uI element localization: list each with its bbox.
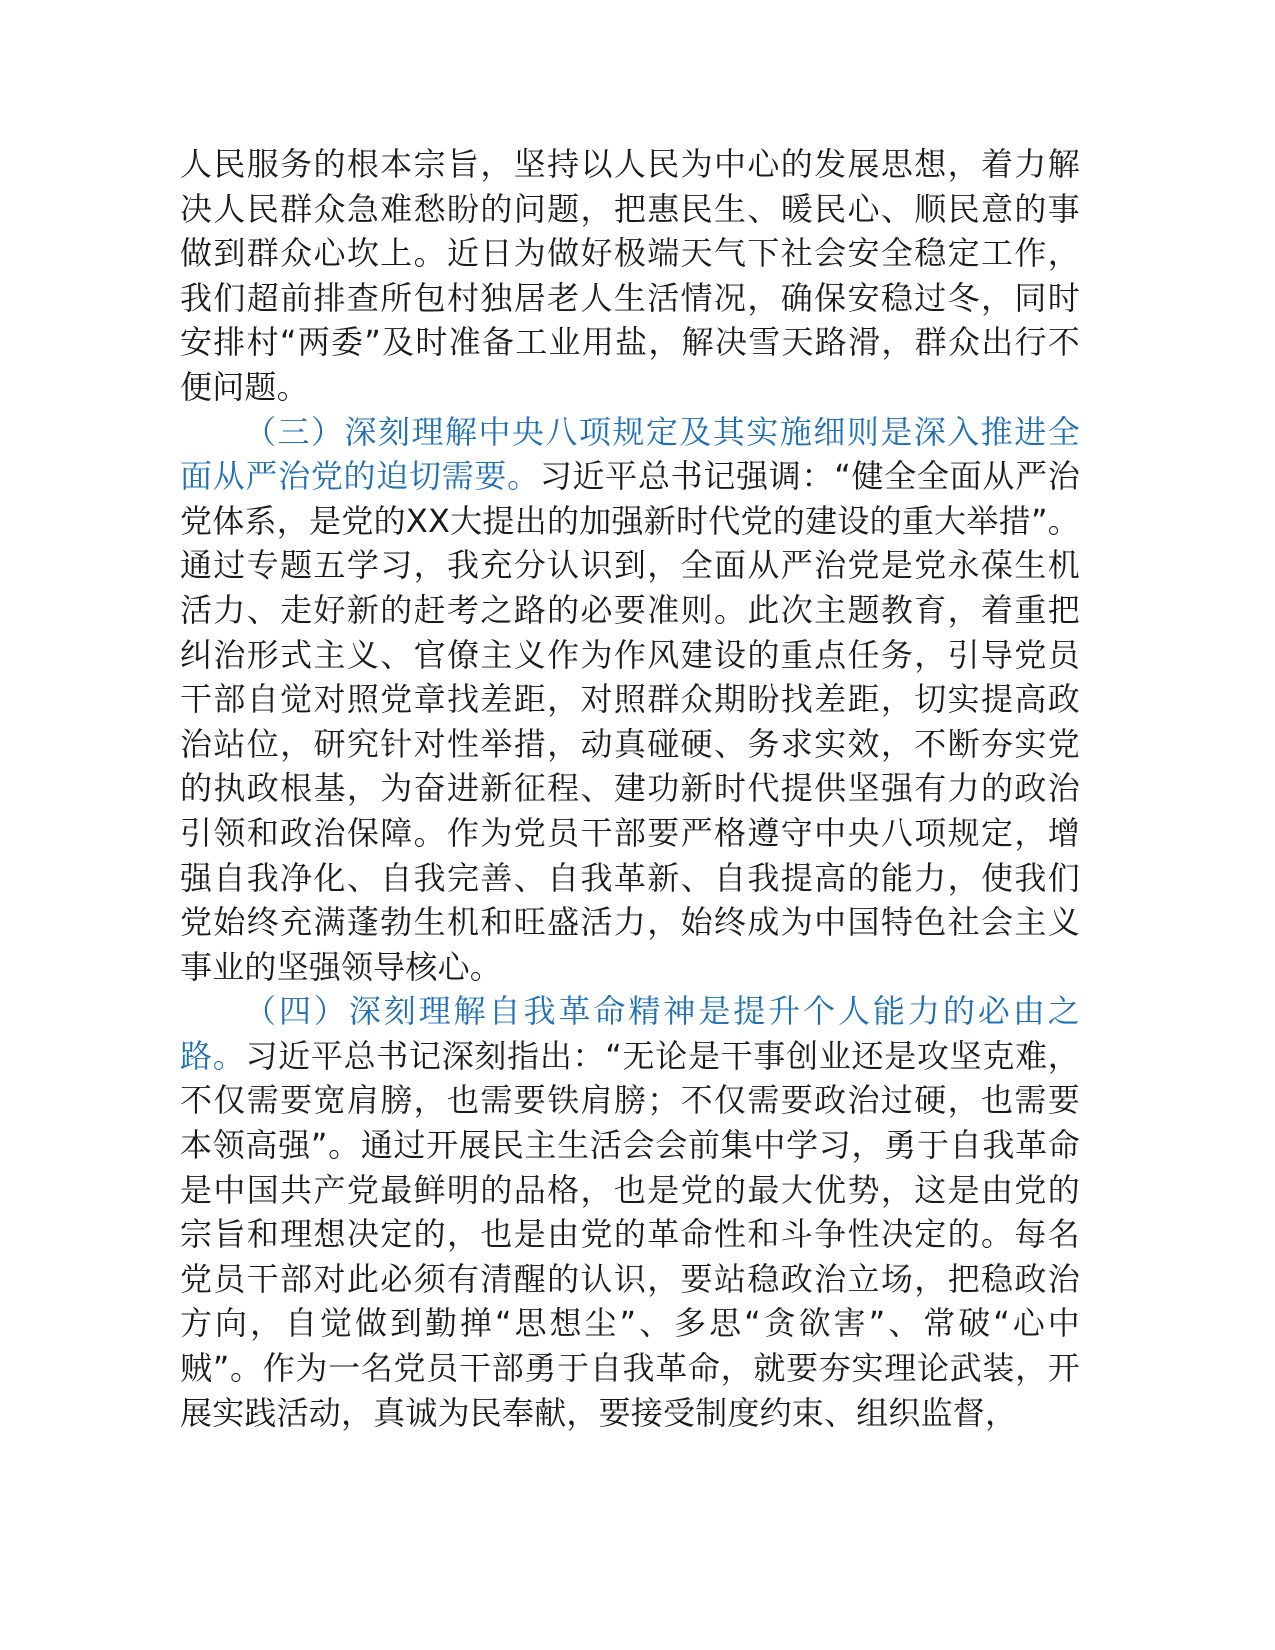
section-heading-three: （三）深刻理解中央八项规定及其实施细则是深入推进全面从严治党的迫切需要。 xyxy=(180,412,1080,496)
paragraph-text: 习近平总书记强调：“健全全面从严治党体系，是党的XX大提出的加强新时代党的建设的重大举措”。通过专题五学习，我充分认识到，全面从严治党是党永葆生机活力、走好新的赶考之路的必要准则。此次主题教育，着重把纠治形式主义、官僚主义作为作风建设的重点任务，引导党员干部自觉对照党章找差距，对照群众期盼找差距，切实提高政治站位，研究针对性举措，动真碰硬、务求实效，不断夯实党的执政根基，为奋进新征程、建功新时代提供坚强有力的政治引领和政治保障。作为党员干部要严格遵守中央八项规定，增强自我净化、自我完善、自我革新、自我提高的能力，使我们党始终充满蓬勃生机和旺盛活力，始终成为中国特色社会主义事业的坚强领导核心。 xyxy=(180,457,1080,986)
paragraph-continuation xyxy=(180,142,1080,410)
section-heading-four: （四）深刻理解自我革命精神是提升个人能力的必由之路。 xyxy=(180,992,1080,1075)
paragraph-section-four xyxy=(180,989,1080,1435)
paragraph-section-three xyxy=(180,410,1080,990)
paragraph-text: 人民服务的根本宗旨，坚持以人民为中心的发展思想，着力解决人民群众急难愁盼的问题，把惠民生、暖民心、顺民意的事做到群众心坎上。近日为做好极端天气下社会安全稳定工作，我们超前排查所包村独居老人生活情况，确保安稳过冬，同时安排村“两委”及时准备工业用盐，解决雪天路滑，群众出行不便问题。 xyxy=(180,145,1080,406)
document-body xyxy=(180,142,1080,1435)
paragraph-text: 习近平总书记深刻指出：“无论是干事创业还是攻坚克难，不仅需要宽肩膀，也需要铁肩膀；不仅需要政治过硬，也需要本领高强”。通过开展民主生活会会前集中学习，勇于自我革命是中国共产党最鲜明的品格，也是党的最大优势，这是由党的宗旨和理想决定的，也是由党的革命性和斗争性决定的。每名党员干部对此必须有清醒的认识，要站稳政治立场，把稳政治方向，自觉做到勤掸“思想尘”、多思“贪欲害”、常破“心中贼”。作为一名党员干部勇于自我革命，就要夯实理论武装，开展实践活动，真诚为民奉献，要接受制度约束、组织监督， xyxy=(180,1036,1081,1432)
